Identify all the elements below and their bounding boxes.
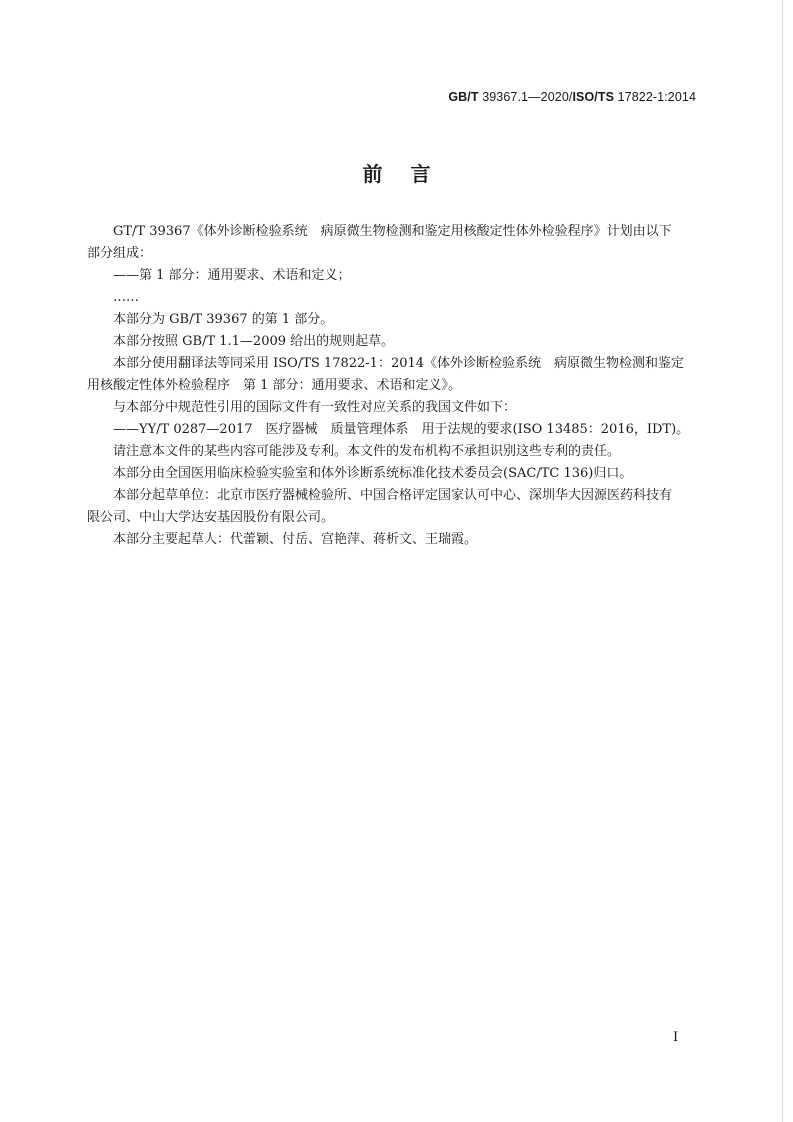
list-ellipsis: …… xyxy=(113,290,139,305)
paragraph-normative-refs: 与本部分中规范性引用的国际文件有一致性对应关系的我国文件如下： xyxy=(113,400,517,415)
std-number-isots: 17822-1:2014 xyxy=(614,90,696,104)
paragraph-drafting-units-cont: 限公司、中山大学达安基因股份有限公司。 xyxy=(87,510,335,525)
paragraph-adoption: 本部分使用翻译法等同采用 ISO/TS 17822-1：2014《体外诊断检验系统 病原微生物检测和鉴定 xyxy=(113,356,685,371)
std-code-isots: ISO/TS xyxy=(572,90,615,104)
paragraph-adoption-cont: 用核酸定性体外检验程序 第 1 部分：通用要求、术语和定义》。 xyxy=(87,378,462,393)
page-number: I xyxy=(673,1030,679,1045)
paragraph-drafting-units: 本部分起草单位：北京市医疗器械检验所、中国合格评定国家认可中心、深圳华大因源医药科技有 xyxy=(113,488,673,503)
paragraph-drafting-rules: 本部分按照 GB/T 1.1—2009 给出的规则起草。 xyxy=(113,334,395,349)
list-item-yyt0287: ——YY/T 0287—2017 医疗器械 质量管理体系 用于法规的要求(ISO 13485：2016，IDT)。 xyxy=(113,422,690,437)
paragraph-series-intro-cont: 部分组成： xyxy=(87,246,153,261)
page-title: 前言 xyxy=(362,162,459,186)
list-item-part1: ——第 1 部分：通用要求、术语和定义； xyxy=(113,268,351,283)
std-code-gbt: GB/T xyxy=(448,90,479,104)
paragraph-committee: 本部分由全国医用临床检验实验室和体外诊断系统标准化技术委员会(SAC/TC 136)归口。 xyxy=(113,466,633,481)
foreword-body xyxy=(87,221,699,551)
paragraph-patent-notice: 请注意本文件的某些内容可能涉及专利。本文件的发布机构不承担识别这些专利的责任。 xyxy=(113,444,621,459)
paragraph-series-intro: GT/T 39367《体外诊断检验系统 病原微生物检测和鉴定用核酸定性体外检验程序》计划由以下 xyxy=(113,224,672,239)
paragraph-drafters: 本部分主要起草人：代蕾颖、付岳、宫艳萍、蒋析文、王瑞霞。 xyxy=(113,532,478,547)
standard-number-header xyxy=(448,90,696,104)
paragraph-part-statement: 本部分为 GB/T 39367 的第 1 部分。 xyxy=(113,312,334,327)
std-number-gbt: 39367.1—2020/ xyxy=(478,90,573,104)
